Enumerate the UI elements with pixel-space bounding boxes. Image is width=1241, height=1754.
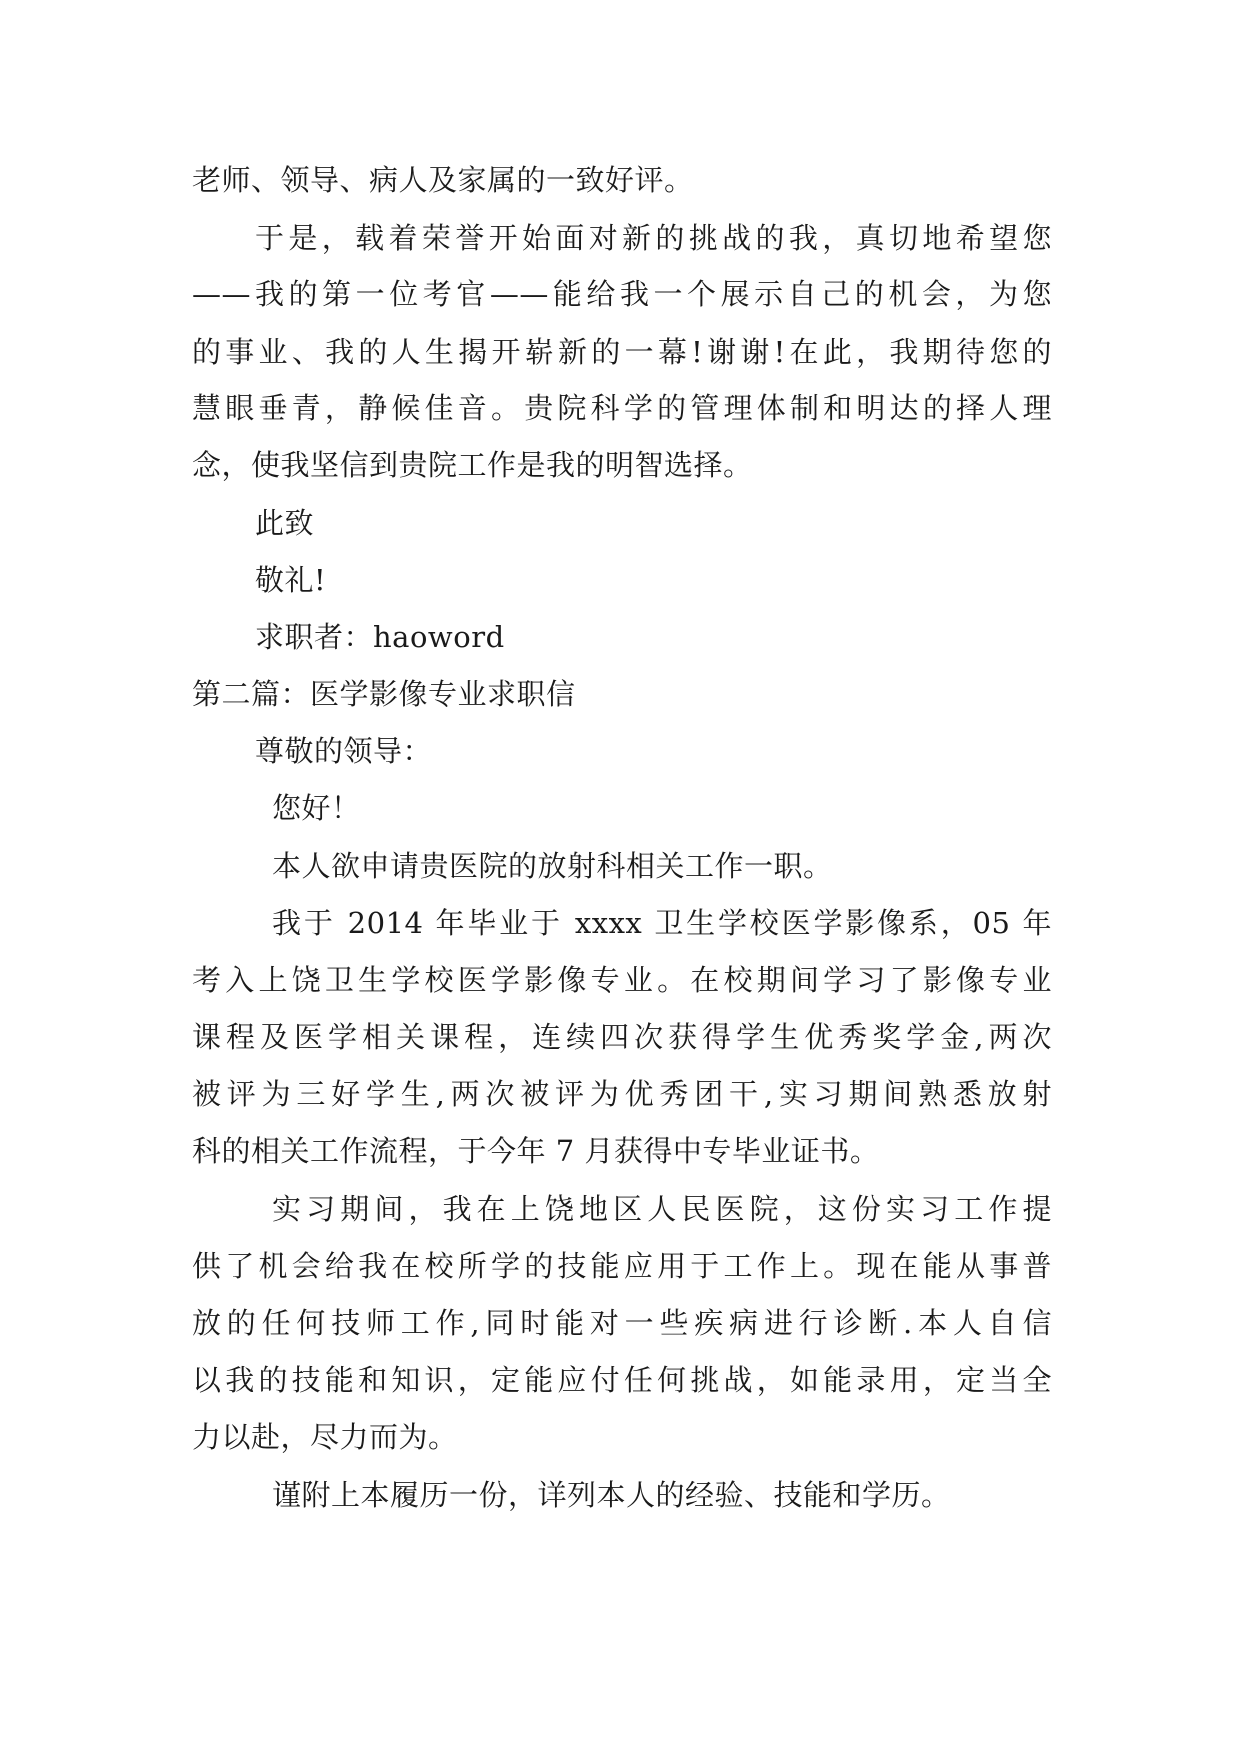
paragraph-line: 考入上饶卫生学校医学影像专业。在校期间学习了影像专业 [192, 963, 1052, 997]
paragraph-line: 慧眼垂青，静候佳音。贵院科学的管理体制和明达的择人理 [192, 391, 1052, 425]
paragraph-line: 念，使我坚信到贵院工作是我的明智选择。 [192, 448, 753, 482]
paragraph-line: 我于 2014 年毕业于 xxxx 卫生学校医学影像系，05 年 [272, 906, 1052, 940]
paragraph-line: 于是，载着荣誉开始面对新的挑战的我，真切地希望您 [255, 221, 1052, 255]
paragraph-line: ——我的第一位考官——能给我一个展示自己的机会，为您 [192, 277, 1052, 311]
greeting: 尊敬的领导： [255, 734, 433, 768]
signature-line: 求职者：haoword [255, 620, 505, 654]
paragraph-line: 科的相关工作流程，于今年 7 月获得中专毕业证书。 [192, 1134, 880, 1168]
paragraph-line: 供了机会给我在校所学的技能应用于工作上。现在能从事普 [192, 1249, 1052, 1283]
paragraph-line: 力以赴，尽力而为。 [192, 1420, 458, 1454]
paragraph-line: 放的任何技师工作,同时能对一些疾病进行诊断.本人自信 [192, 1306, 1052, 1340]
greeting-hello: 您好！ [272, 791, 361, 825]
section-heading: 第二篇：医学影像专业求职信 [192, 677, 576, 711]
paragraph-line: 以我的技能和知识，定能应付任何挑战，如能录用，定当全 [192, 1363, 1052, 1397]
paragraph-line: 的事业、我的人生揭开崭新的一幕!谢谢!在此，我期待您的 [192, 335, 1052, 369]
closing-regards: 敬礼! [255, 563, 327, 597]
paragraph-line: 课程及医学相关课程，连续四次获得学生优秀奖学金,两次 [192, 1020, 1052, 1054]
paragraph-line: 实习期间，我在上饶地区人民医院，这份实习工作提 [272, 1192, 1052, 1226]
closing-salutation: 此致 [255, 506, 315, 540]
paragraph-line: 老师、领导、病人及家属的一致好评。 [192, 163, 694, 197]
paragraph-line: 谨附上本履历一份，详列本人的经验、技能和学历。 [272, 1478, 951, 1512]
paragraph-line: 被评为三好学生,两次被评为优秀团干,实习期间熟悉放射 [192, 1077, 1052, 1111]
paragraph-line: 本人欲申请贵医院的放射科相关工作一职。 [272, 849, 833, 883]
